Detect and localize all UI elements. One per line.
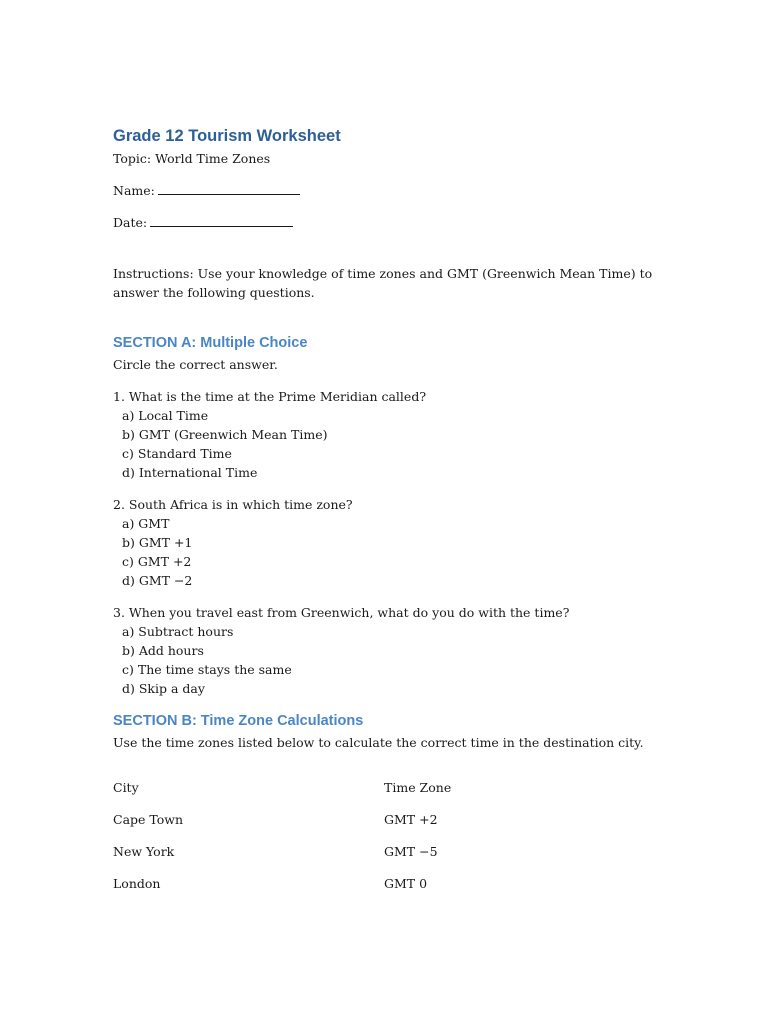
date-line [113,213,673,232]
table-row [113,874,673,906]
question-text: 3. When you travel east from Greenwich, what do you do with the time? [113,605,570,620]
option-a[interactable]: a) Subtract hours [122,624,234,639]
question-1 [113,387,673,482]
question-text: 1. What is the time at the Prime Meridian called? [113,389,427,404]
option-b[interactable]: b) GMT (Greenwich Mean Time) [122,427,328,442]
section-a-heading: SECTION A: Multiple Choice [113,335,308,351]
option-d[interactable]: d) GMT −2 [122,573,193,588]
name-line [113,181,673,200]
city-cell: Cape Town [113,812,184,827]
table-row [113,842,673,874]
instructions-text: Instructions: Use your knowledge of time zones and GMT (Greenwich Mean Time) to answer the following questions. [113,266,653,300]
option-d[interactable]: d) Skip a day [122,681,205,696]
option-d[interactable]: d) International Time [122,465,258,480]
name-label: Name: [113,183,155,198]
date-blank[interactable] [150,214,293,227]
time-zone-cell: GMT 0 [384,876,428,891]
option-a[interactable]: a) GMT [122,516,170,531]
option-c[interactable]: c) GMT +2 [122,554,192,569]
city-cell: London [113,876,161,891]
worksheet-title: Grade 12 Tourism Worksheet [113,127,341,145]
table-row [113,810,673,842]
column-header-city: City [113,780,139,795]
question-3 [113,603,673,698]
option-c[interactable]: c) Standard Time [122,446,232,461]
time-zone-cell: GMT +2 [384,812,438,827]
section-b-heading: SECTION B: Time Zone Calculations [113,713,364,729]
city-cell: New York [113,844,175,859]
time-zone-table [113,778,673,906]
date-label: Date: [113,215,148,230]
options-list [113,622,673,698]
option-b[interactable]: b) Add hours [122,643,204,658]
table-header-row [113,778,673,810]
section-b-instruction: Use the time zones listed below to calculate the correct time in the destination city. [113,735,644,750]
question-text: 2. South Africa is in which time zone? [113,497,353,512]
option-a[interactable]: a) Local Time [122,408,209,423]
name-blank[interactable] [158,182,300,195]
section-a-instruction: Circle the correct answer. [113,357,278,372]
option-c[interactable]: c) The time stays the same [122,662,292,677]
option-b[interactable]: b) GMT +1 [122,535,193,550]
options-list [113,514,673,590]
time-zone-cell: GMT −5 [384,844,438,859]
question-2 [113,495,673,590]
worksheet-page [113,124,673,906]
options-list [113,406,673,482]
column-header-time-zone: Time Zone [384,780,452,795]
topic-line: Topic: World Time Zones [113,151,271,166]
